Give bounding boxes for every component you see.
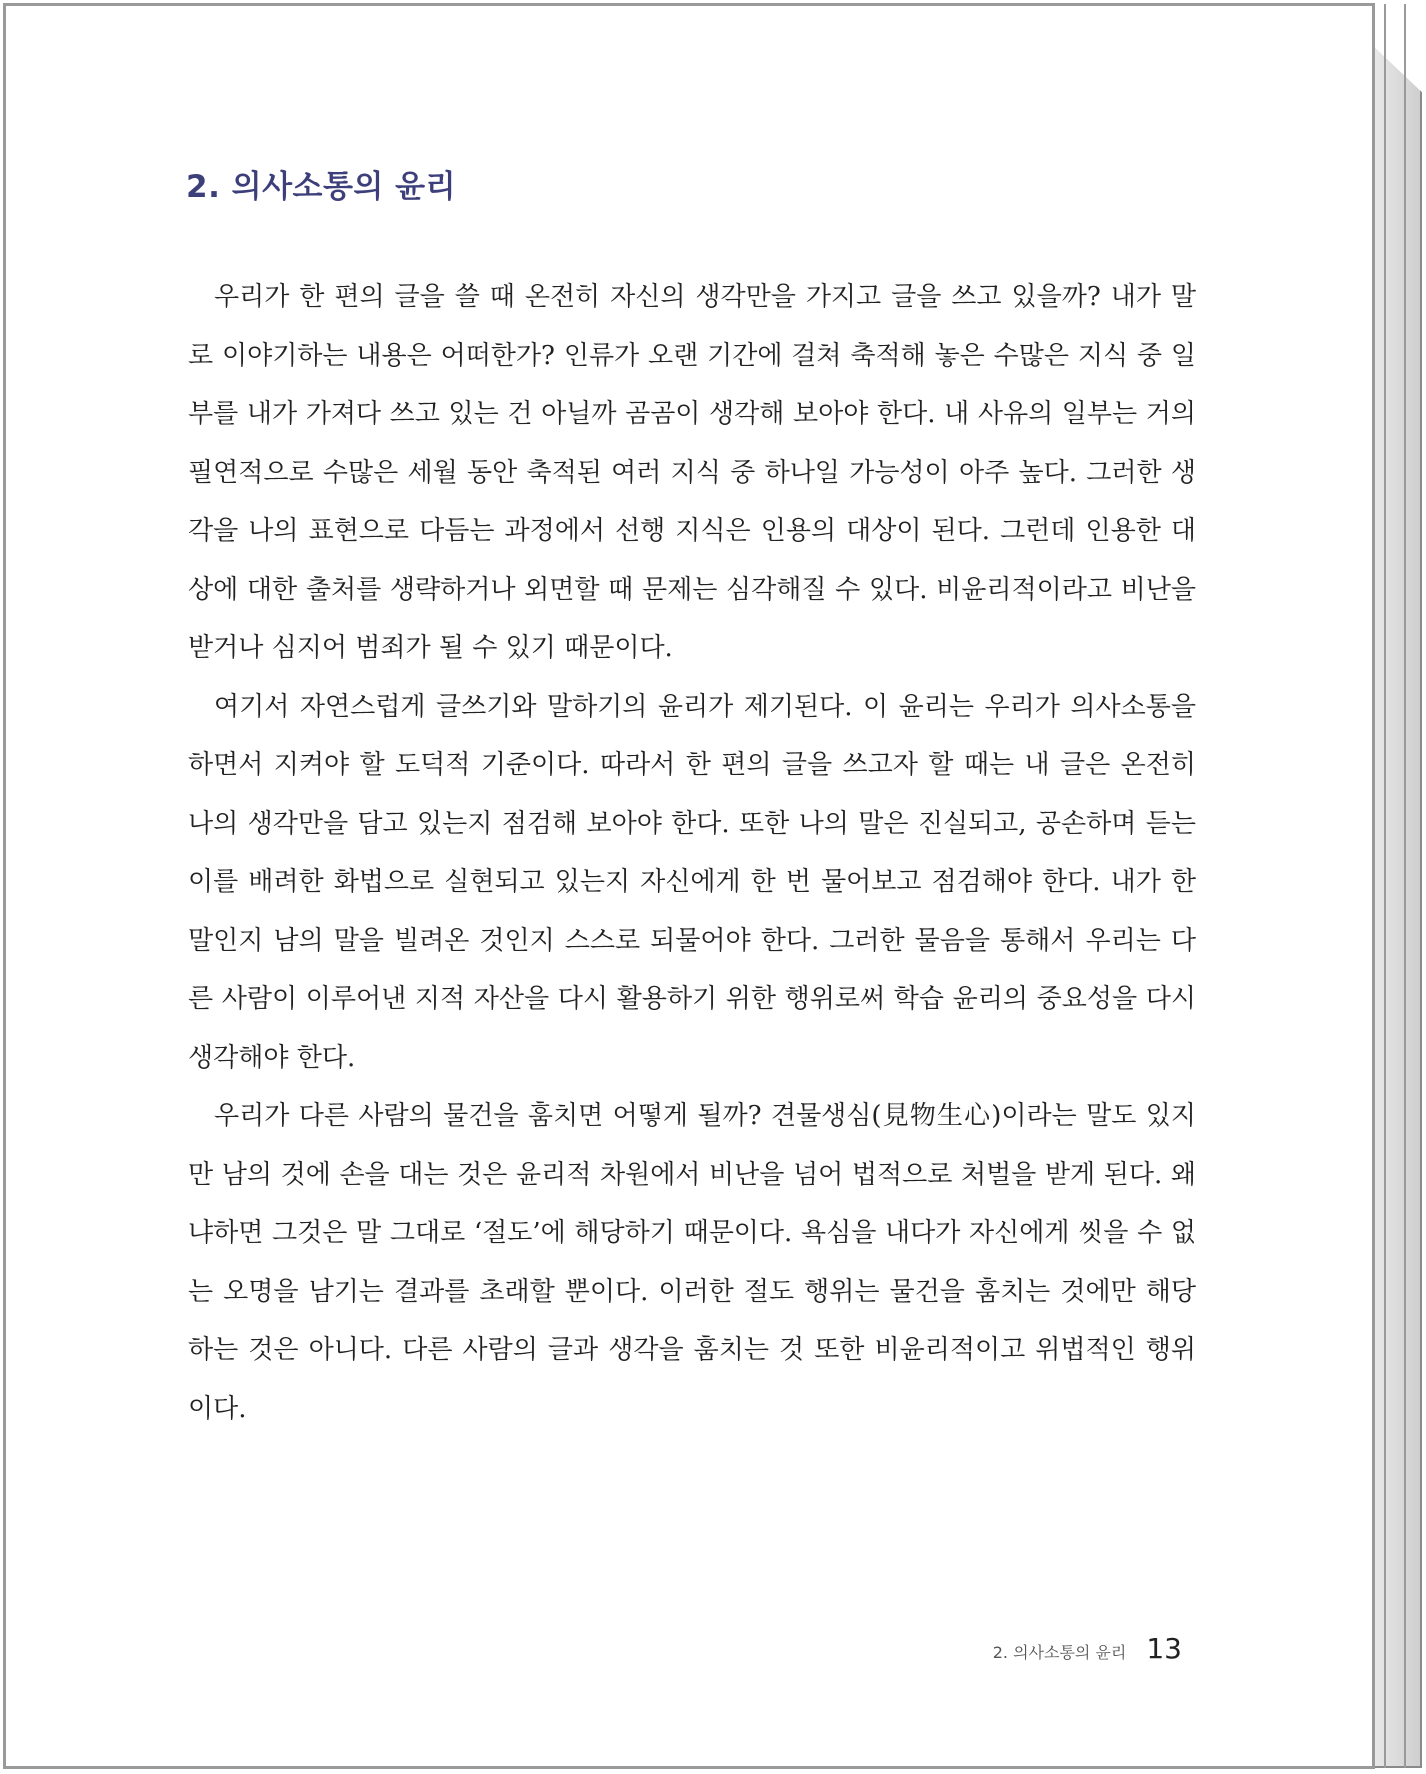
running-title: 2. 의사소통의 윤리 <box>992 1643 1127 1662</box>
paragraph-1: 우리가 한 편의 글을 쓸 때 온전히 자신의 생각만을 가지고 글을 쓰고 있을까? 내가 말로 이야기하는 내용은 어떠한가? 인류가 오랜 기간에 걸쳐 축적해 놓은 수많은 지식 중 일부를 내가 가져다 쓰고 있는 건 아닐까 곰곰이 생각해 보아야 한다. 내 사유의 일부는 거의 필연적으로 수많은 세월 동안 축적된 여러 지식 중 하나일 가능성이 아주 높다. 그러한 생각을 나의 표현으로 다듬는 과정에서 선행 지식은 인용의 대상이 된다. 그런데 인용한 대상에 대한 출처를 생략하거나 외면할 때 문제는 심각해질 수 있다. 비윤리적이라고 비난을 받거나 심지어 범죄가 될 수 있기 때문이다. <box>188 282 1196 663</box>
paragraph-2: 여기서 자연스럽게 글쓰기와 말하기의 윤리가 제기된다. 이 윤리는 우리가 의사소통을 하면서 지켜야 할 도덕적 기준이다. 따라서 한 편의 글을 쓰고자 할 때는 내 글은 온전히 나의 생각만을 담고 있는지 점검해 보아야 한다. 또한 나의 말은 진실되고, 공손하며 듣는 이를 배려한 화법으로 실현되고 있는지 자신에게 한 번 물어보고 점검해야 한다. 내가 한 말인지 남의 말을 빌려온 것인지 스스로 되물어야 한다. 그러한 물음을 통해서 우리는 다른 사람이 이루어낸 지적 자산을 다시 활용하기 위한 행위로써 학습 윤리의 중요성을 다시 생각해야 한다. <box>188 691 1196 1073</box>
document-page <box>3 3 1375 1769</box>
paragraph-3: 우리가 다른 사람의 물건을 훔치면 어떻게 될까? 견물생심(見物生心)이라는 말도 있지만 남의 것에 손을 대는 것은 윤리적 차원에서 비난을 넘어 법적으로 처벌을 받게 된다. 왜냐하면 그것은 말 그대로 ‘절도’에 해당하기 때문이다. 욕심을 내다가 자신에게 씻을 수 없는 오명을 남기는 결과를 초래할 뿐이다. 이러한 절도 행위는 물건을 훔치는 것에만 해당하는 것은 아니다. 다른 사람의 글과 생각을 훔치는 것 또한 비윤리적이고 위법적인 행위이다. <box>188 1101 1196 1424</box>
page-footer <box>993 1632 1182 1665</box>
body-text <box>188 268 1196 1438</box>
page-number: 13 <box>1146 1632 1182 1665</box>
page-stack-line <box>1384 4 1386 1768</box>
page-stack-line <box>1404 4 1406 1768</box>
section-title: 2. 의사소통의 윤리 <box>186 169 457 205</box>
